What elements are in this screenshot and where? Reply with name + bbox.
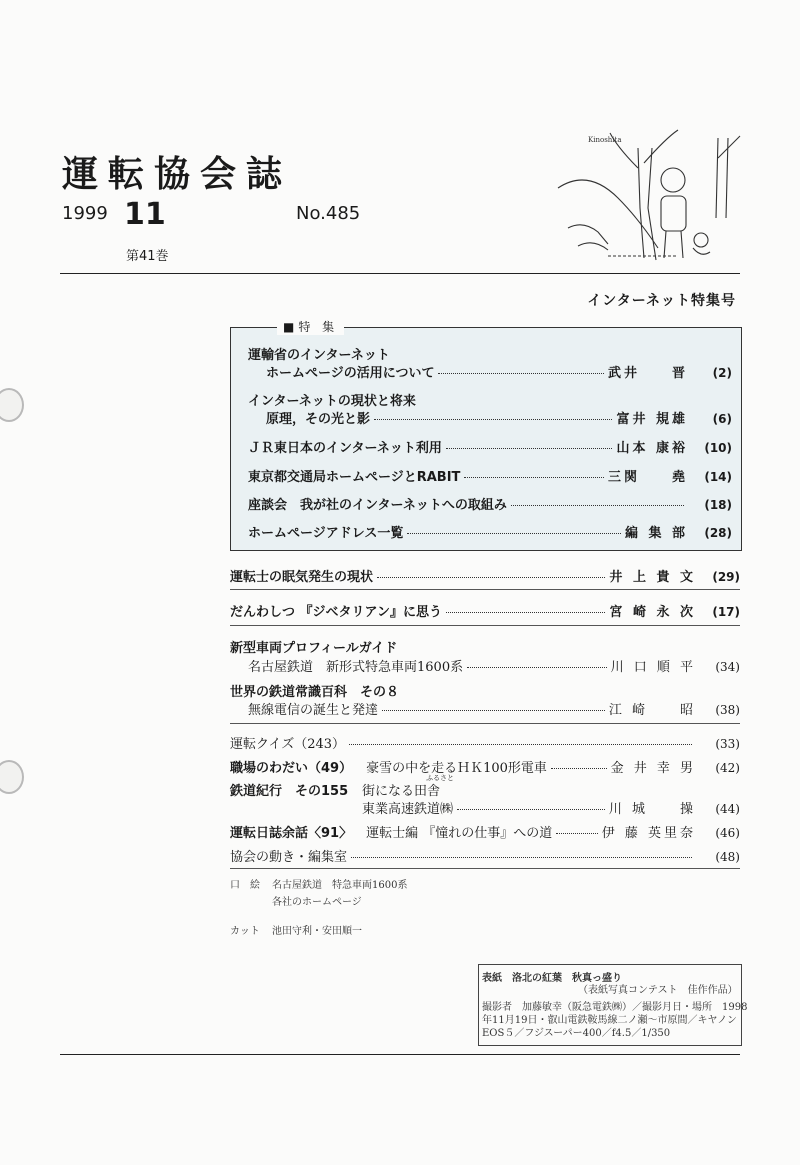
frontispiece-label: 口 絵 bbox=[230, 880, 260, 891]
feature-label: ■特 集 bbox=[277, 318, 344, 335]
article-subtitle: 無線電信の誕生と発達 bbox=[248, 703, 379, 718]
article-entry bbox=[248, 699, 740, 718]
feature-author: 山本 康裕 bbox=[616, 441, 688, 456]
issue-month: 11 bbox=[124, 197, 166, 232]
article-author: 井 上 貴 文 bbox=[609, 570, 696, 585]
misc-entry bbox=[230, 733, 740, 752]
article-title: 運転士の眠気発生の現状 bbox=[230, 570, 374, 585]
feature-title: ホームページの活用について bbox=[266, 366, 435, 381]
misc-author: 川 城 操 bbox=[608, 802, 696, 817]
article-author: 川 口 順 平 bbox=[610, 660, 696, 675]
cut-label: カット bbox=[230, 926, 260, 937]
article-page: (29) bbox=[712, 570, 740, 584]
footer-rule bbox=[60, 1054, 740, 1055]
divider bbox=[230, 723, 740, 724]
article-title: 新型車両プロフィールガイド bbox=[230, 641, 398, 656]
feature-author: 武井 晋 bbox=[607, 366, 688, 381]
cut-names: 池田守利・安田順一 bbox=[272, 926, 362, 937]
cover-illustration bbox=[548, 128, 743, 268]
volume-number: 第41巻 bbox=[126, 249, 169, 264]
article-page: (17) bbox=[712, 605, 740, 619]
feature-author: 三関 堯 bbox=[607, 470, 688, 485]
article-entry bbox=[230, 566, 740, 585]
cover-heading: 表紙 洛北の紅葉 秋真っ盛り bbox=[482, 973, 622, 984]
feature-title: ホームページアドレス一覧 bbox=[248, 526, 404, 541]
header-rule bbox=[60, 273, 740, 274]
article-page: (34) bbox=[715, 660, 740, 674]
misc-entry bbox=[230, 822, 740, 841]
feature-page: (28) bbox=[704, 526, 732, 540]
article-entry bbox=[248, 656, 740, 675]
feature-page: (14) bbox=[704, 470, 732, 484]
article-title: 世界の鉄道常識百科 その８ bbox=[230, 685, 400, 700]
illustration-signature: Kinoshita bbox=[588, 136, 622, 144]
misc-title: 運転日誌余話〈91〉 bbox=[230, 826, 353, 841]
feature-page: (10) bbox=[704, 441, 732, 455]
misc-title: 協会の動き・編集室 bbox=[230, 850, 348, 865]
cover-credit-line: EOS５／フジスーパー400／f4.5／1/350 bbox=[482, 1028, 671, 1039]
misc-page: (42) bbox=[715, 761, 740, 775]
misc-entry bbox=[362, 798, 740, 817]
misc-title: 職場のわだい（49） bbox=[230, 761, 353, 776]
feature-title: ＪＲ東日本のインターネット利用 bbox=[248, 441, 442, 456]
cover-credit-line: 年11月19日・叡山電鉄鞍馬線二ノ瀬～市原間／キヤノン bbox=[482, 1015, 737, 1026]
magazine-title: 運転協会誌 bbox=[62, 154, 293, 195]
feature-title: 運輸省のインターネット bbox=[248, 348, 390, 363]
feature-title: インターネットの現状と将来 bbox=[248, 394, 416, 409]
divider bbox=[230, 625, 740, 626]
misc-subtitle: 東業高速鉄道㈱ bbox=[362, 802, 454, 817]
feature-item bbox=[248, 522, 732, 541]
special-issue-heading: インターネット特集号 bbox=[587, 293, 736, 309]
feature-title: 東京都交通局ホームページとRABIT bbox=[248, 470, 461, 485]
feature-author: 編 集 部 bbox=[624, 526, 688, 541]
ruby-text: ふるさと bbox=[426, 774, 454, 782]
misc-author: 伊 藤 英里奈 bbox=[601, 826, 696, 841]
misc-page: (46) bbox=[715, 826, 740, 840]
cover-credit-line: 撮影者 加藤敏幸（阪急電鉄㈱）／撮影月日・場所 1998 bbox=[482, 1002, 748, 1013]
misc-page: (48) bbox=[715, 850, 740, 864]
article-author: 江 崎 昭 bbox=[608, 703, 696, 718]
binder-hole bbox=[0, 760, 24, 794]
feature-page: (6) bbox=[712, 412, 732, 426]
feature-page: (2) bbox=[712, 366, 732, 380]
misc-author: 金 井 幸 男 bbox=[610, 761, 696, 776]
misc-page: (33) bbox=[715, 737, 740, 751]
misc-page: (44) bbox=[715, 802, 740, 816]
feature-page: (18) bbox=[704, 498, 732, 512]
divider bbox=[230, 589, 740, 590]
issue-number: No.485 bbox=[296, 203, 361, 224]
misc-subtitle: 運転士編 『憧れの仕事』への道 bbox=[366, 826, 553, 841]
misc-title: 運転クイズ（243） bbox=[230, 737, 346, 752]
article-entry bbox=[230, 601, 740, 620]
feature-item bbox=[248, 466, 732, 485]
article-page: (38) bbox=[715, 703, 740, 717]
feature-author: 富井 規雄 bbox=[616, 412, 688, 427]
feature-item bbox=[266, 408, 732, 427]
article-author: 宮 崎 永 次 bbox=[609, 605, 696, 620]
misc-subtitle: 豪雪の中を走るＨＫ100形電車 bbox=[366, 761, 547, 776]
divider bbox=[230, 868, 740, 869]
misc-entry bbox=[230, 846, 740, 865]
misc-subtitle: 街になる田舎 bbox=[362, 784, 441, 799]
frontispiece-line: 各社のホームページ bbox=[272, 897, 362, 908]
feature-title: 座談会 我が社のインターネットへの取組み bbox=[248, 498, 507, 513]
misc-title: 鉄道紀行 その155 bbox=[230, 784, 349, 799]
frontispiece-line: 名古屋鉄道 特急車両1600系 bbox=[272, 880, 408, 891]
feature-title: 原理，その光と影 bbox=[266, 412, 371, 427]
cover-subheading: （表紙写真コンテスト 佳作作品） bbox=[578, 985, 738, 996]
article-subtitle: 名古屋鉄道 新形式特急車両1600系 bbox=[248, 660, 464, 675]
article-title: だんわしつ 『ジベタリアン』に思う bbox=[230, 605, 443, 620]
binder-hole bbox=[0, 388, 24, 422]
misc-entry bbox=[230, 757, 740, 776]
feature-item bbox=[248, 494, 732, 513]
feature-item bbox=[248, 437, 732, 456]
feature-item bbox=[266, 362, 732, 381]
issue-year: 1999 bbox=[62, 203, 108, 224]
